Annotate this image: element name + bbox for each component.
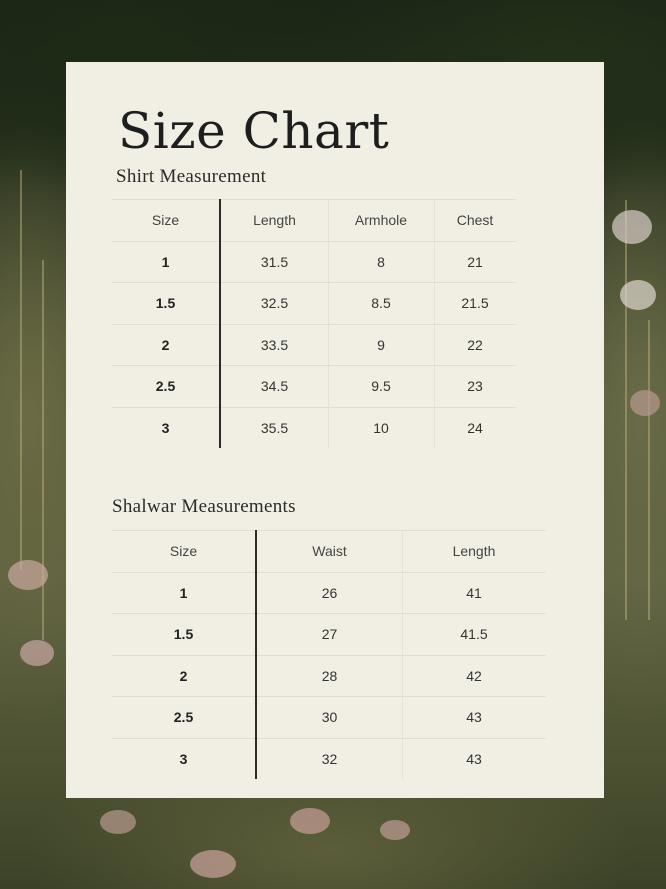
table-header-row xyxy=(112,530,546,573)
table-cell: 27 xyxy=(321,626,338,642)
table-cell: 2.5 xyxy=(173,709,194,725)
table-cell: 1.5 xyxy=(173,626,194,642)
table-cell: 2 xyxy=(179,667,188,684)
column-header: Size xyxy=(169,543,198,559)
table-cell: 35.5 xyxy=(260,419,289,436)
column-separator xyxy=(434,199,435,448)
table-cell: 31.5 xyxy=(260,253,289,270)
table-cell: 34.5 xyxy=(260,378,289,394)
shalwar-table xyxy=(112,530,546,779)
column-separator xyxy=(402,530,403,779)
table-cell: 1 xyxy=(161,253,170,270)
shirt-table xyxy=(112,199,516,448)
table-cell: 24 xyxy=(467,419,483,436)
table-cell: 8.5 xyxy=(371,295,391,311)
column-header: Length xyxy=(253,212,296,228)
shirt-heading: Shirt Measurement xyxy=(116,166,267,187)
table-row xyxy=(112,324,516,367)
table-cell: 8 xyxy=(377,253,385,270)
table-cell: 9.5 xyxy=(371,378,391,394)
table-cell: 30 xyxy=(321,709,338,725)
table-cell: 41.5 xyxy=(460,626,488,642)
column-header: Length xyxy=(452,543,496,559)
table-cell: 1 xyxy=(179,584,188,601)
column-separator xyxy=(328,199,329,448)
table-row xyxy=(112,738,546,781)
table-cell: 43 xyxy=(466,709,482,725)
table-row xyxy=(112,282,516,325)
table-cell: 33.5 xyxy=(260,336,289,353)
table-cell: 41 xyxy=(466,584,482,601)
table-cell: 26 xyxy=(321,584,338,601)
column-header: Waist xyxy=(312,543,347,559)
size-chart-card xyxy=(66,62,604,798)
table-cell: 3 xyxy=(161,419,170,436)
shalwar-table-divider xyxy=(255,530,257,779)
shalwar-heading: Shalwar Measurements xyxy=(112,496,296,517)
table-cell: 10 xyxy=(373,419,389,436)
table-cell: 42 xyxy=(466,667,482,684)
table-cell: 28 xyxy=(321,667,338,684)
table-cell: 32 xyxy=(321,750,338,767)
table-row xyxy=(112,572,546,615)
table-cell: 23 xyxy=(467,378,483,394)
table-cell: 32.5 xyxy=(260,295,289,311)
table-cell: 22 xyxy=(467,336,483,353)
page-title: Size Chart xyxy=(118,102,390,160)
table-row xyxy=(112,407,516,450)
table-row xyxy=(112,655,546,698)
table-row xyxy=(112,696,546,739)
table-cell: 2 xyxy=(161,336,170,353)
table-cell: 21.5 xyxy=(461,295,489,311)
table-cell: 43 xyxy=(466,750,482,767)
column-header: Chest xyxy=(456,212,494,228)
table-cell: 2.5 xyxy=(155,378,176,394)
shirt-table-divider xyxy=(219,199,221,448)
table-cell: 3 xyxy=(179,750,188,767)
column-header: Size xyxy=(151,212,180,228)
column-header: Armhole xyxy=(354,212,408,228)
table-row xyxy=(112,241,516,284)
table-cell: 21 xyxy=(467,253,483,270)
table-row xyxy=(112,365,516,408)
table-header-row xyxy=(112,199,516,242)
table-cell: 1.5 xyxy=(155,295,176,311)
table-row xyxy=(112,613,546,656)
table-cell: 9 xyxy=(377,336,385,353)
